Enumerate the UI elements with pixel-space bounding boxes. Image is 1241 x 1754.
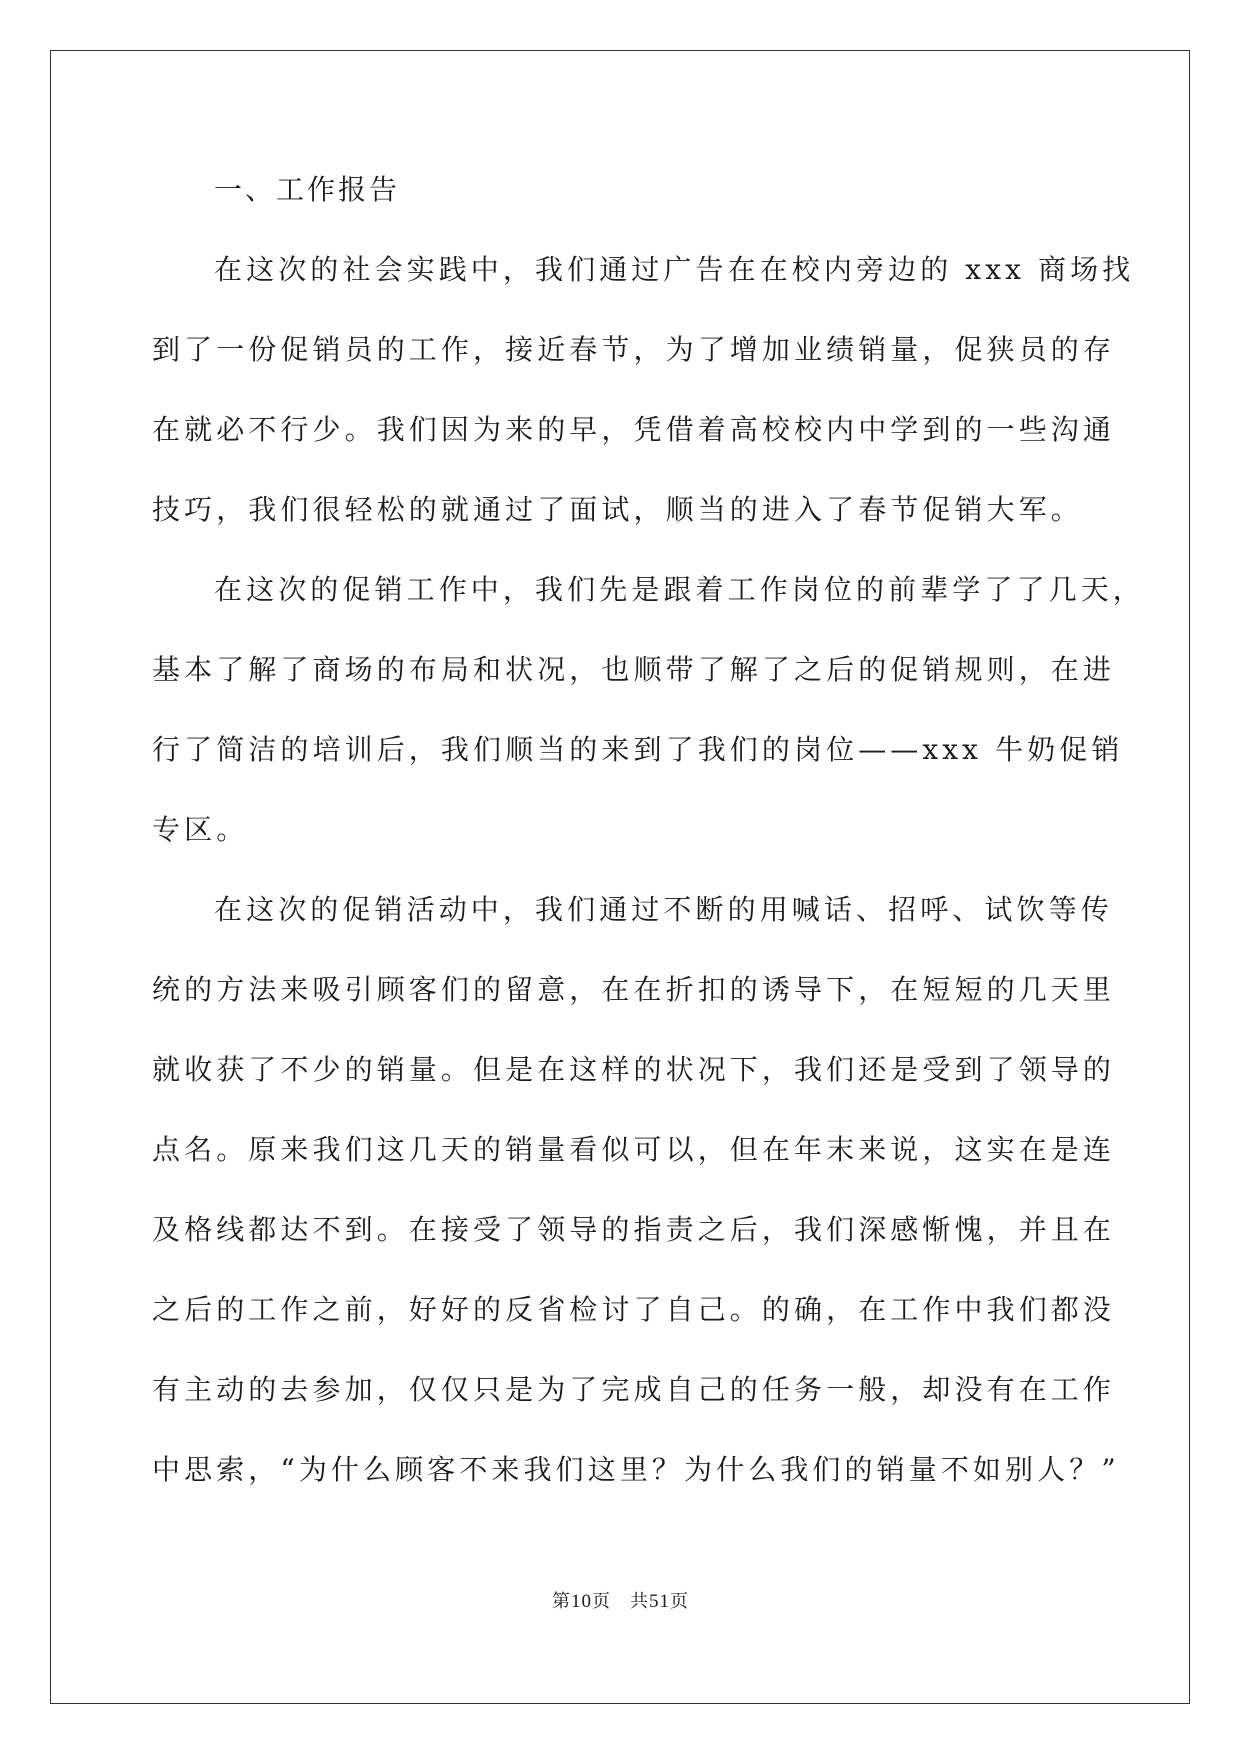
footer-prefix: 第 (552, 1591, 571, 1612)
paragraph-line: 到了一份促销员的工作，接近春节，为了增加业绩销量，促狭员的存 (152, 333, 1116, 366)
paragraph-line: 技巧，我们很轻松的就通过了面试，顺当的进入了春节促销大军。 (152, 493, 1083, 526)
paragraph-line: 及格线都达不到。在接受了领导的指责之后，我们深感惭愧，并且在 (152, 1213, 1116, 1246)
paragraph-line: 中思索，“为什么顾客不来我们这里？为什么我们的销量不如别人？” (152, 1453, 1120, 1486)
paragraph-line: 就收获了不少的销量。但是在这样的状况下，我们还是受到了领导的 (152, 1053, 1116, 1086)
paragraph-line: 在就必不行少。我们因为来的早，凭借着高校校内中学到的一些沟通 (152, 413, 1116, 446)
footer-mid: 页 共 (592, 1591, 649, 1612)
total-page-count: 51 (649, 1591, 670, 1612)
footer-suffix: 页 (670, 1591, 689, 1612)
paragraph-line: 点名。原来我们这几天的销量看似可以，但在年末来说，这实在是连 (152, 1133, 1116, 1166)
paragraph-line: 行了简洁的培训后，我们顺当的来到了我们的岗位——xxx 牛奶促销 (152, 733, 1124, 766)
section-heading: 一、工作报告 (214, 173, 401, 206)
paragraph-line: 在这次的促销工作中，我们先是跟着工作岗位的前辈学了了几天， (214, 573, 1145, 606)
paragraph-line: 之后的工作之前，好好的反省检讨了自己。的确，在工作中我们都没 (152, 1293, 1116, 1326)
page-footer (0, 1590, 1241, 1614)
paragraph-line: 统的方法来吸引顾客们的留意，在在折扣的诱导下，在短短的几天里 (152, 973, 1116, 1006)
paragraph-line: 基本了解了商场的布局和状况，也顺带了解了之后的促销规则，在进 (152, 653, 1116, 686)
paragraph-line: 有主动的去参加，仅仅只是为了完成自己的任务一般，却没有在工作 (152, 1373, 1116, 1406)
current-page-number: 10 (571, 1591, 592, 1612)
paragraph-line: 专区。 (152, 813, 249, 846)
paragraph-line: 在这次的促销活动中，我们通过不断的用喊话、招呼、试饮等传 (214, 893, 1113, 926)
paragraph-line: 在这次的社会实践中，我们通过广告在在校内旁边的 xxx 商场找 (214, 253, 1135, 286)
